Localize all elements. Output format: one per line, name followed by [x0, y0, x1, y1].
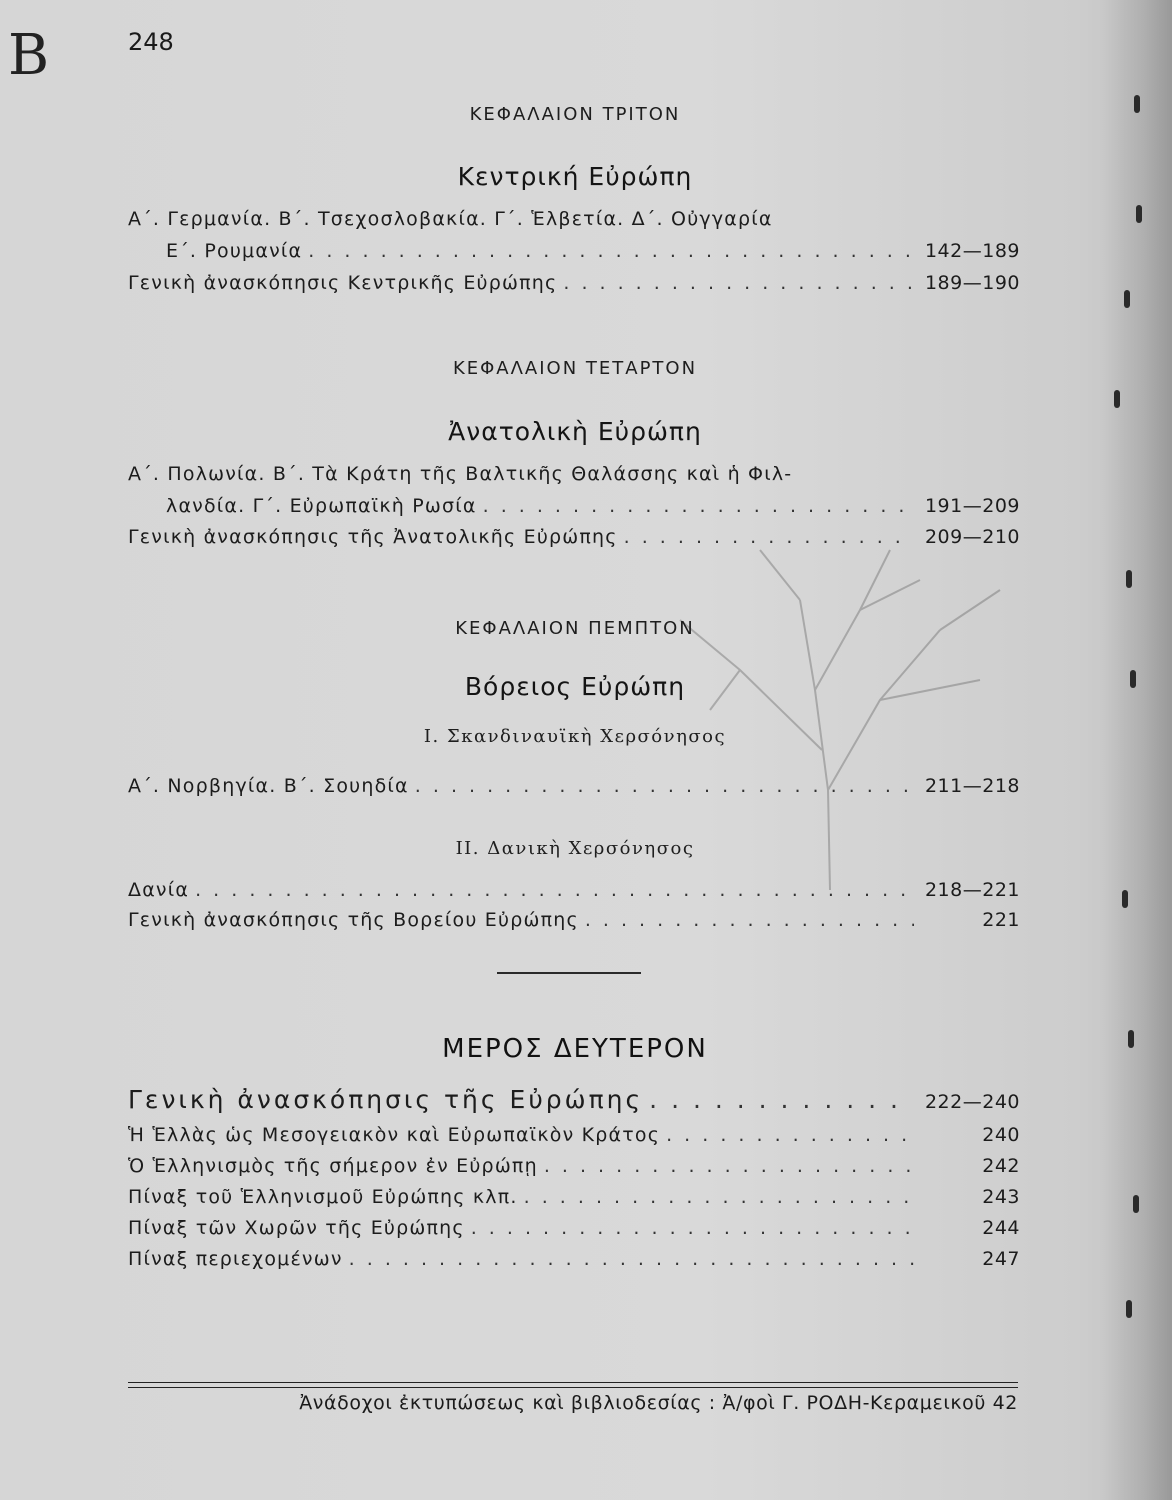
leader-dots	[308, 240, 914, 262]
entry-pages: 221	[982, 909, 1020, 931]
entry-label: λανδία. Γ΄. Εὐρωπαϊκὴ Ρωσία	[166, 495, 477, 517]
chapter-title: Ἀνατολικὴ Εὐρώπη	[448, 417, 702, 446]
toc-entry	[166, 240, 1020, 270]
entry-label: Γενικὴ ἀνασκόπησις τῆς Ἀνατολικῆς Εὐρώπης	[128, 526, 618, 548]
toc-entry	[128, 909, 1020, 939]
chapter-title: Βόρειος Εὐρώπη	[464, 672, 686, 701]
entry-label: Δανία	[128, 879, 190, 901]
entry-label: Πίναξ τῶν Χωρῶν τῆς Εὐρώπης	[128, 1217, 465, 1239]
toc-entry	[128, 1186, 1020, 1216]
margin-letter: B	[8, 23, 50, 88]
entry-label: Γενικὴ ἀνασκόπησις τῆς Βορείου Εὐρώπης	[128, 909, 579, 931]
toc-main-entry	[128, 1085, 1020, 1121]
section-divider	[497, 972, 641, 974]
entry-label: Γενικὴ ἀνασκόπησις Κεντρικῆς Εὐρώπης	[128, 272, 558, 294]
leader-dots	[195, 879, 914, 901]
chapter-heading: ΚΕΦΑΛΑΙΟΝ ΤΡΙΤΟΝ	[469, 104, 681, 125]
entry-pages: 218—221	[924, 879, 1020, 901]
entry-pages: 211—218	[924, 775, 1020, 797]
toc-entry	[128, 1124, 1020, 1154]
entry-pages: 244	[982, 1217, 1020, 1239]
subsection-title: II. Δανικὴ Χερσόνησος	[455, 838, 695, 859]
entry-pages: 243	[982, 1186, 1020, 1208]
entry-pages: 209—210	[924, 526, 1020, 548]
toc-entry	[166, 495, 1020, 525]
toc-entry	[128, 526, 1020, 556]
entry-label: Ἡ Ἑλλὰς ὡς Μεσογειακὸν καὶ Εὐρωπαϊκὸν Κράτος	[128, 1124, 661, 1146]
leader-dots	[585, 909, 914, 931]
leader-dots	[415, 775, 914, 797]
leader-dots	[471, 1217, 914, 1239]
page-number: 248	[128, 28, 174, 56]
entry-pages: 240	[982, 1124, 1020, 1146]
footer-rule	[128, 1387, 1018, 1388]
entry-pages: 191—209	[924, 495, 1020, 517]
subsection-title: I. Σκανδιναυϊκὴ Χερσόνησος	[423, 726, 727, 747]
entry-line: Α΄. Πολωνία. Β΄. Τὰ Κράτη τῆς Βαλτικῆς Θαλάσσης καὶ ἡ Φιλ-	[128, 463, 793, 485]
entry-label: Γενικὴ ἀνασκόπησις τῆς Εὐρώπης	[128, 1085, 644, 1114]
entry-pages: 242	[982, 1155, 1020, 1177]
entry-pages: 247	[982, 1248, 1020, 1270]
entry-pages: 189—190	[924, 272, 1020, 294]
page-edge	[1102, 0, 1172, 1500]
leader-dots	[649, 1085, 914, 1114]
printer-imprint: Ἀνάδοχοι ἐκτυπώσεως καὶ βιβλιοδεσίας : Ἀ/φοὶ Γ. ΡΟΔΗ-Κεραμεικοῦ 42	[299, 1392, 1018, 1414]
entry-label: Ε΄. Ρουμανία	[166, 240, 303, 262]
leader-dots	[544, 1155, 914, 1177]
leader-dots	[624, 526, 914, 548]
chapter-heading: ΚΕΦΑΛΑΙΟΝ ΤΕΤΑΡΤΟΝ	[452, 358, 698, 379]
footer-rule	[128, 1382, 1018, 1383]
entry-label: Ὁ Ἑλληνισμὸς τῆς σήμερον ἐν Εὐρώπῃ	[128, 1155, 538, 1177]
toc-entry	[128, 1217, 1020, 1247]
entry-pages: 142—189	[924, 240, 1020, 262]
entry-label: Α΄. Νορβηγία. Β΄. Σουηδία	[128, 775, 409, 797]
part-heading: ΜΕΡΟΣ ΔΕΥΤΕΡΟΝ	[442, 1034, 708, 1064]
toc-entry	[128, 272, 1020, 302]
entry-label: Πίναξ περιεχομένων	[128, 1248, 343, 1270]
chapter-heading: ΚΕΦΑΛΑΙΟΝ ΠΕΜΠΤΟΝ	[455, 618, 695, 639]
entry-pages: 222—240	[924, 1091, 1020, 1113]
entry-label: Πίναξ τοῦ Ἑλληνισμοῦ Εὐρώπης κλπ.	[128, 1186, 518, 1208]
chapter-title: Κεντρική Εὐρώπη	[457, 162, 693, 191]
toc-entry	[128, 775, 1020, 805]
leader-dots	[563, 272, 914, 294]
toc-entry	[128, 1155, 1020, 1185]
leader-dots	[483, 495, 914, 517]
toc-entry	[128, 879, 1020, 909]
entry-line: Α΄. Γερμανία. Β΄. Τσεχοσλοβακία. Γ΄. Ἑλβετία. Δ΄. Οὐγγαρία	[128, 208, 773, 230]
leader-dots	[349, 1248, 914, 1270]
toc-entry	[128, 1248, 1020, 1278]
leader-dots	[524, 1186, 914, 1208]
leader-dots	[666, 1124, 914, 1146]
